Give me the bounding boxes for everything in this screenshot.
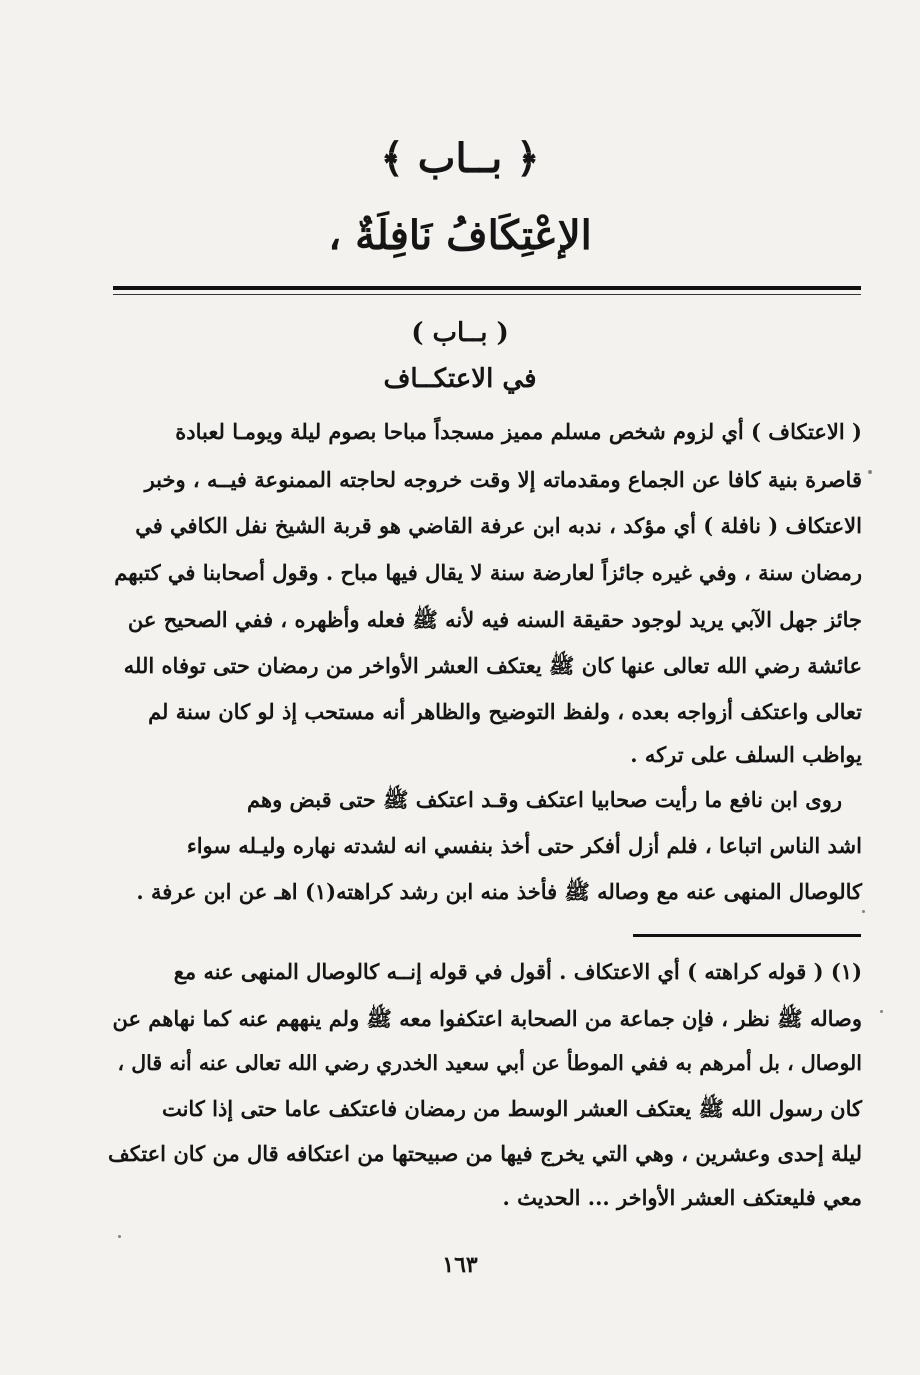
body-line: عائشة رضي الله تعالى عنها كان ﷺ يعتكف العشر الأواخر من رمضان حتى توفاه الله — [123, 653, 862, 678]
page-speck — [880, 1010, 883, 1013]
header-rule — [113, 286, 861, 290]
body-line: قاصرة بنية كافا عن الجماع ومقدماته إلا وقت خروجه لحاجته الممنوعة فيــه ، وخبر — [144, 467, 862, 492]
body-line: يواظب السلف على تركه . — [630, 742, 862, 767]
chapter-label: ﴿ بــاب ﴾ — [380, 135, 540, 182]
chapter-title: الإعْتِكَافُ نَافِلَةٌ ، — [328, 212, 592, 259]
page-speck — [862, 910, 865, 913]
footnote-line: الوصال ، بل أمرهم به ففي الموطأ عن أبي سعيد الخدري رضي الله تعالى عنه أنه قال ، — [117, 1051, 862, 1075]
section-title: ( بــاب ) — [411, 318, 509, 348]
footnote-line: ليلة إحدى وعشرين ، وهي التي يخرج فيها من صبيحتها من اعتكافه قال من كان اعتكف — [107, 1141, 862, 1166]
header-rule-thin — [113, 294, 861, 295]
page-number: ١٦٣ — [442, 1252, 478, 1278]
body-line: اشد الناس اتباعا ، فلم أزل أفكر حتى أخذ بنفسي انه لشدته نهاره وليـله سواء — [186, 833, 862, 858]
footnote-line: معي فليعتكف العشر الأواخر ... الحديث . — [502, 1185, 862, 1210]
body-line: ( الاعتكاف ) أي لزوم شخص مسلم مميز مسجداً مباحا بصوم ليلة ويومـا لعبادة — [175, 419, 862, 444]
footnote-line: كان رسول الله ﷺ يعتكف العشر الوسط من رمضان فاعتكف عاما حتى إذا كانت — [161, 1096, 862, 1121]
body-line: جائز جهل الآبي يريد لوجود حقيقة السنه فيه لأنه ﷺ فعله وأظهره ، ففي الصحيح عن — [127, 607, 862, 632]
body-line: كالوصال المنهى عنه مع وصاله ﷺ فأخذ منه ابن رشد كراهته(١) اهـ عن ابن عرفة . — [136, 879, 862, 904]
section-subtitle: في الاعتكــاف — [383, 364, 537, 394]
body-line: تعالى واعتكف أزواجه بعده ، ولفظ التوضيح والظاهر أنه مستحب إذ لو كان سنة لم — [148, 699, 862, 724]
body-line: رمضان سنة ، وفي غيره جائزاً لعارضة سنة لا يقال فيها مباح . وقول أصحابنا في كتبهم — [114, 560, 862, 585]
footnote-line: (١) ( قوله كراهته ) أي الاعتكاف . أقول في قوله إنــه كالوصال المنهى عنه مع — [173, 959, 862, 984]
footnote-line: وصاله ﷺ نظر ، فإن جماعة من الصحابة اعتكفوا معه ﷺ ولم ينههم عنه كما نهاهم عن — [112, 1006, 862, 1031]
page-speck — [868, 470, 872, 474]
body-line: الاعتكاف ( نافلة ) أي مؤكد ، ندبه ابن عرفة القاضي هو قربة الشيخ نفل الكافي في — [135, 513, 862, 538]
footnote-rule — [633, 934, 861, 937]
page-speck — [118, 1235, 121, 1238]
body-line: روى ابن نافع ما رأيت صحابيا اعتكف وقـد اعتكف ﷺ حتى قبض وهم — [247, 787, 842, 812]
